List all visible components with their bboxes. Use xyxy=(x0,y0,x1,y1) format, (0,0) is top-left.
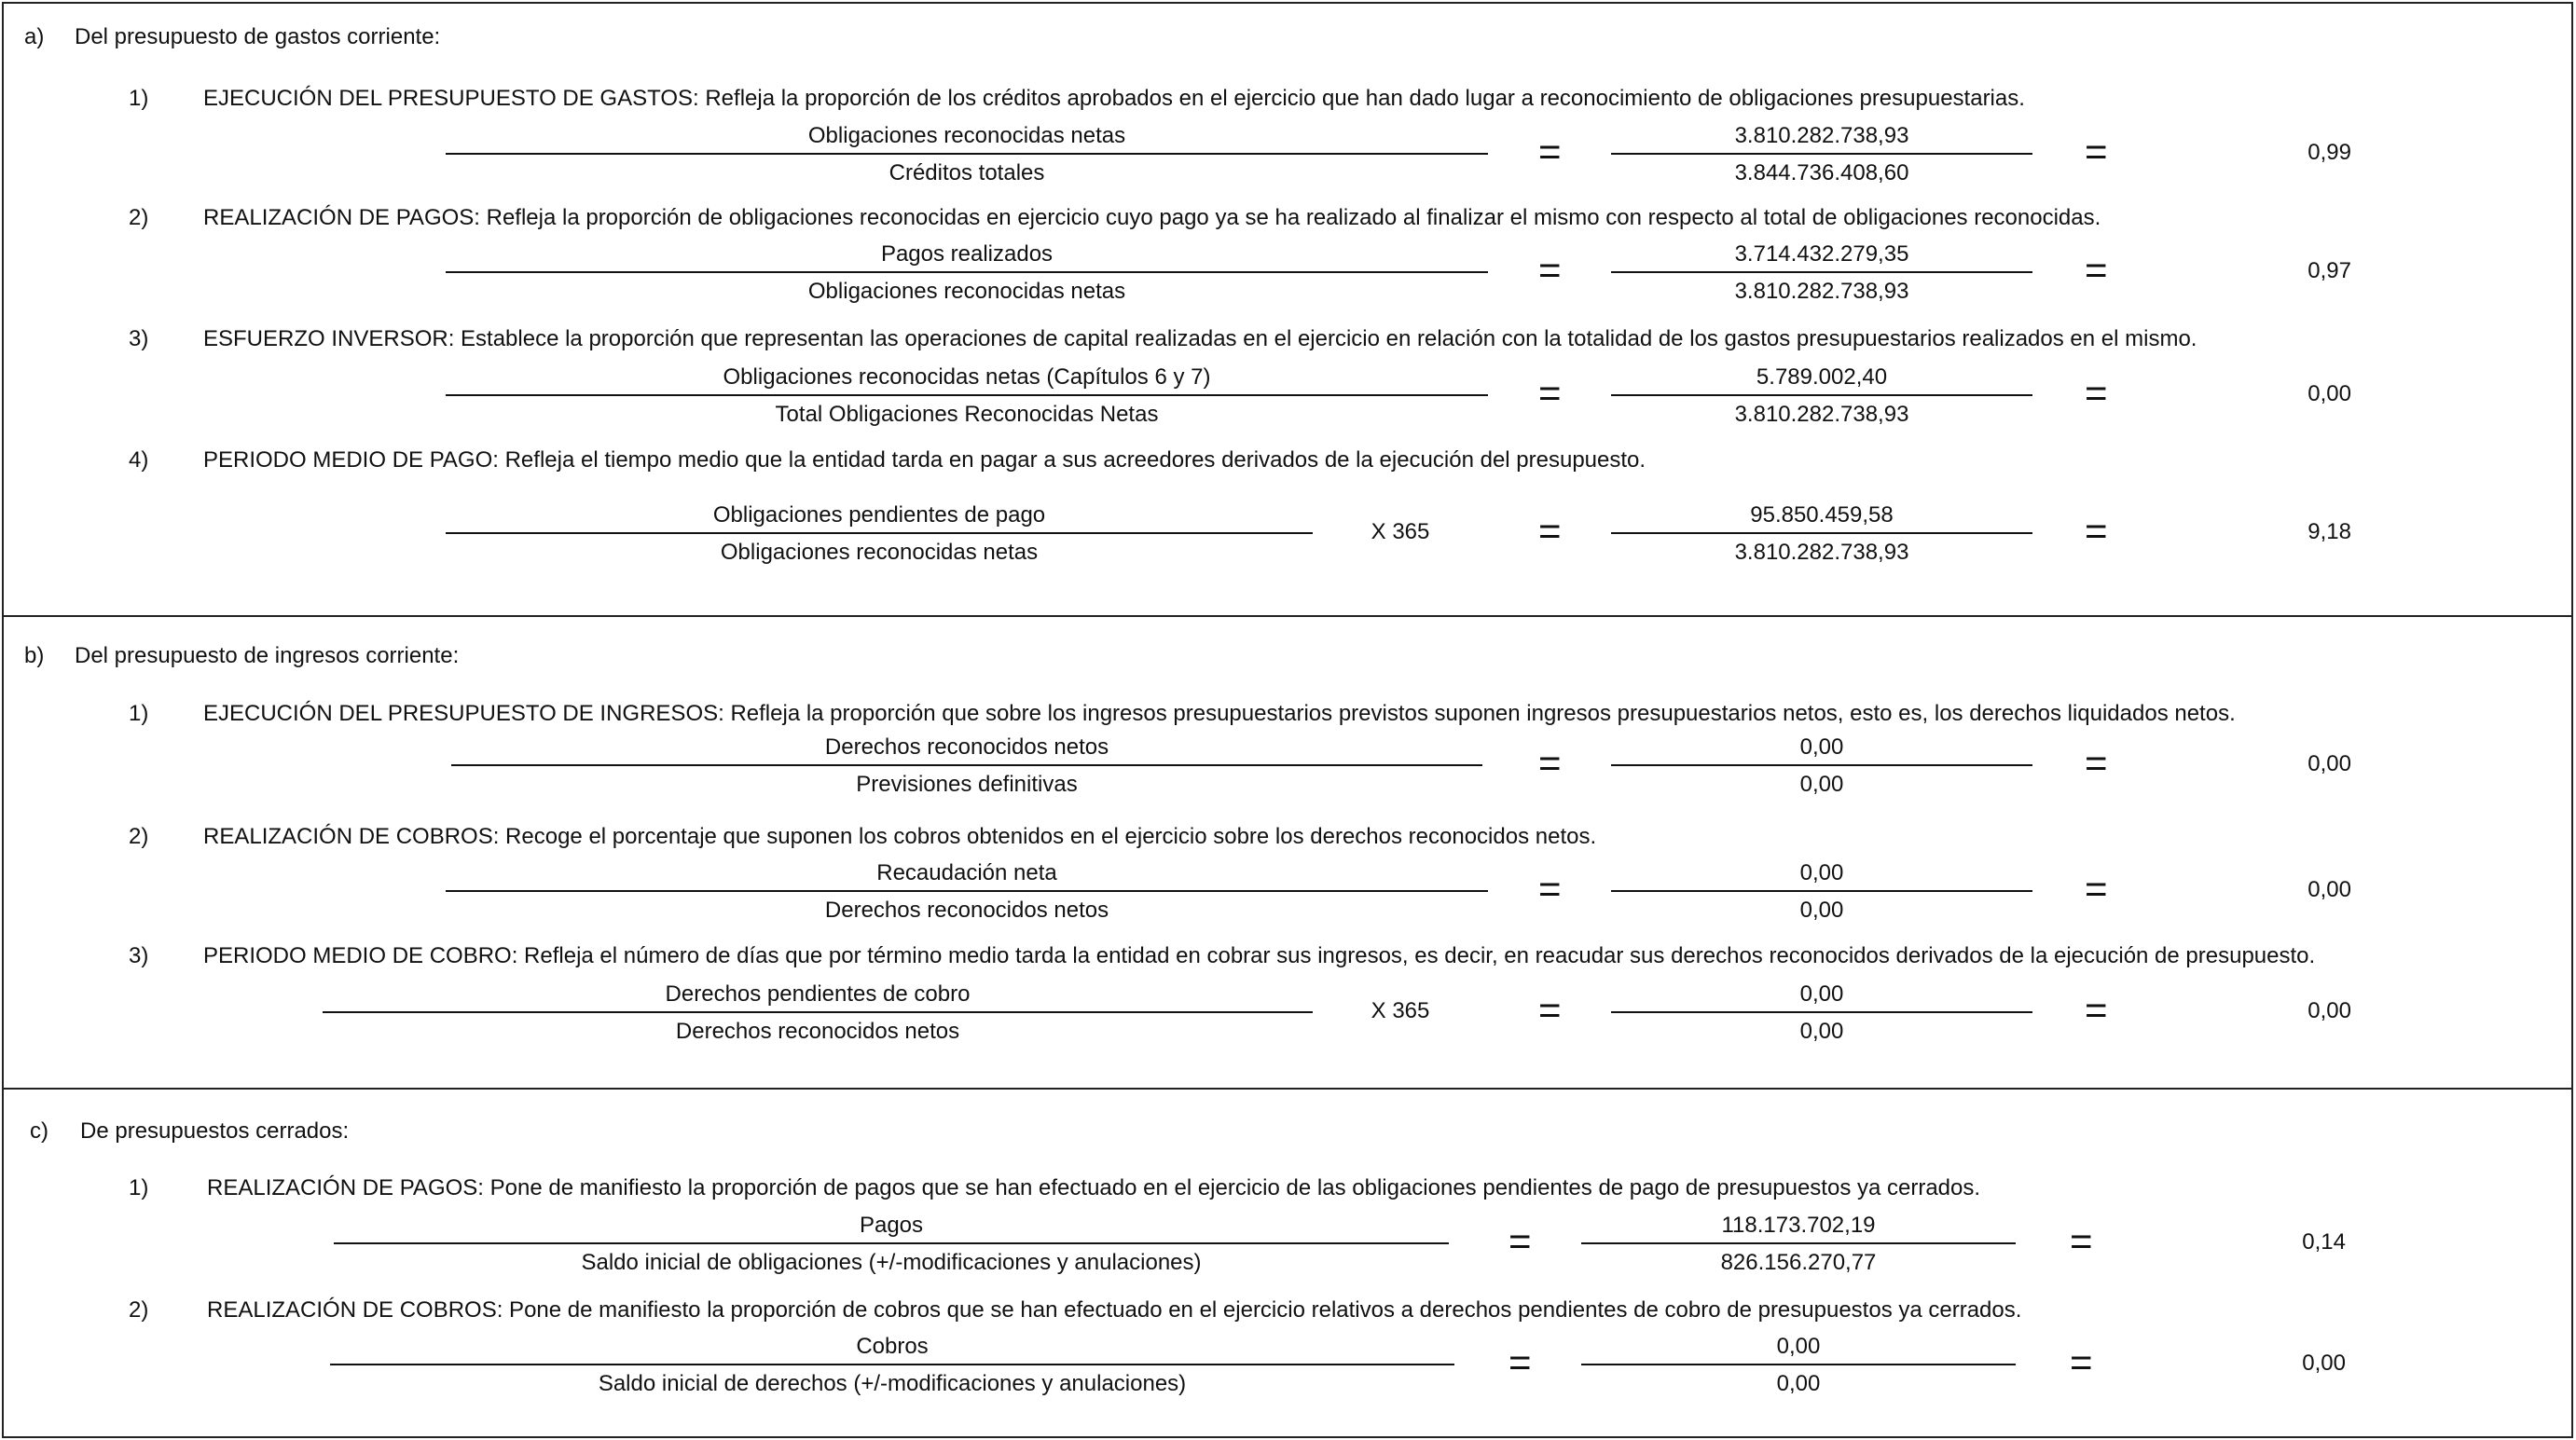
section-letter: a) xyxy=(24,24,45,49)
numerator-label: Obligaciones reconocidas netas (Capítulos 6 y 7) xyxy=(723,364,1211,390)
denominator-label: Derechos reconocidos netos xyxy=(675,1019,960,1044)
item-number: 2) xyxy=(129,824,149,849)
denominator-value: 3.844.736.408,60 xyxy=(1734,160,1909,185)
denominator-value: 3.810.282.738,93 xyxy=(1734,402,1909,427)
numerator-label: Recaudación neta xyxy=(876,860,1057,885)
numerator-value: 5.789.002,40 xyxy=(1756,364,1888,390)
denominator-value: 826.156.270,77 xyxy=(1720,1250,1877,1275)
equals-sign: = xyxy=(2085,248,2108,292)
equals-sign: = xyxy=(1508,1340,1532,1384)
fraction-bar-values xyxy=(1611,890,2032,892)
item-description: ESFUERZO INVERSOR: Establece la proporción que representan las operaciones de capital realizadas en el ejercicio en relación con la totalidad de los gastos presupuestarios realizados en el mismo. xyxy=(203,326,2197,351)
result-value: 0,14 xyxy=(2302,1229,2346,1255)
section-title: Del presupuesto de gastos corriente: xyxy=(75,24,441,49)
multiplier-label: X 365 xyxy=(1371,519,1430,544)
fraction-bar-labels xyxy=(446,890,1488,892)
item-description: EJECUCIÓN DEL PRESUPUESTO DE INGRESOS: Refleja la proporción que sobre los ingresos presupuestarios previstos suponen ingresos presupuestarios netos, esto es, los derechos liquidados netos. xyxy=(203,701,2236,726)
item-description: REALIZACIÓN DE COBROS: Recoge el porcentaje que suponen los cobros obtenidos en el ejercicio sobre los derechos reconocidos netos. xyxy=(203,824,1597,849)
item-number: 4) xyxy=(129,447,149,473)
equals-sign: = xyxy=(1538,988,1562,1032)
equals-sign: = xyxy=(1538,867,1562,911)
denominator-value: 0,00 xyxy=(1799,898,1844,923)
denominator-label: Obligaciones reconocidas netas xyxy=(720,540,1039,565)
denominator-label: Total Obligaciones Reconocidas Netas xyxy=(775,402,1159,427)
equals-sign: = xyxy=(2085,741,2108,785)
equals-sign: = xyxy=(1538,741,1562,785)
numerator-label: Cobros xyxy=(856,1334,929,1359)
fraction-bar-labels xyxy=(330,1364,1454,1365)
numerator-label: Derechos reconocidos netos xyxy=(824,734,1109,760)
fraction-bar-labels xyxy=(334,1242,1449,1244)
denominator-label: Créditos totales xyxy=(889,160,1045,185)
denominator-label: Previsiones definitivas xyxy=(856,772,1078,797)
numerator-label: Pagos xyxy=(859,1213,924,1238)
fraction-bar-labels xyxy=(446,153,1488,155)
fraction-bar-values xyxy=(1611,1011,2032,1013)
multiplier-label: X 365 xyxy=(1371,998,1430,1023)
numerator-value: 95.850.459,58 xyxy=(1750,502,1894,528)
result-value: 0,00 xyxy=(2307,381,2351,406)
equals-sign: = xyxy=(1538,509,1562,553)
fraction-bar-values xyxy=(1581,1242,2016,1244)
equals-sign: = xyxy=(1538,371,1562,415)
item-number: 3) xyxy=(129,326,149,351)
denominator-value: 0,00 xyxy=(1776,1371,1821,1396)
equals-sign: = xyxy=(2085,130,2108,173)
result-value: 0,99 xyxy=(2307,140,2351,165)
result-value: 0,00 xyxy=(2302,1351,2346,1376)
denominator-label: Saldo inicial de derechos (+/-modificaciones y anulaciones) xyxy=(598,1371,1187,1396)
section-letter: c) xyxy=(30,1118,48,1144)
result-value: 0,00 xyxy=(2307,751,2351,776)
item-description: REALIZACIÓN DE COBROS: Pone de manifiesto la proporción de cobros que se han efectuado en el ejercicio relativos a derechos pendientes de cobro de presupuestos ya cerrados. xyxy=(207,1297,2022,1323)
equals-sign: = xyxy=(1538,248,1562,292)
numerator-value: 3.810.282.738,93 xyxy=(1734,123,1909,148)
fraction-bar-labels xyxy=(446,532,1313,534)
fraction-bar-values xyxy=(1611,764,2032,766)
item-number: 1) xyxy=(129,86,149,111)
numerator-value: 0,00 xyxy=(1799,734,1844,760)
denominator-value: 0,00 xyxy=(1799,772,1844,797)
section-letter: b) xyxy=(24,643,45,668)
fraction-bar-labels xyxy=(446,271,1488,273)
fraction-bar-labels xyxy=(446,394,1488,396)
item-description: EJECUCIÓN DEL PRESUPUESTO DE GASTOS: Refleja la proporción de los créditos aprobados en el ejercicio que han dado lugar a reconocimiento de obligaciones presupuestarias. xyxy=(203,86,2025,111)
numerator-label: Pagos realizados xyxy=(880,241,1054,267)
section-title: Del presupuesto de ingresos corriente: xyxy=(75,643,460,668)
item-number: 1) xyxy=(129,701,149,726)
numerator-label: Derechos pendientes de cobro xyxy=(665,981,971,1007)
denominator-value: 0,00 xyxy=(1799,1019,1844,1044)
equals-sign: = xyxy=(1508,1219,1532,1263)
fraction-bar-values xyxy=(1611,394,2032,396)
item-number: 2) xyxy=(129,205,149,230)
numerator-value: 0,00 xyxy=(1799,981,1844,1007)
fraction-bar-values xyxy=(1611,153,2032,155)
equals-sign: = xyxy=(2085,509,2108,553)
fraction-bar-values xyxy=(1611,532,2032,534)
numerator-value: 0,00 xyxy=(1776,1334,1821,1359)
fraction-bar-values xyxy=(1581,1364,2016,1365)
numerator-value: 0,00 xyxy=(1799,860,1844,885)
item-description: PERIODO MEDIO DE PAGO: Refleja el tiempo medio que la entidad tarda en pagar a sus acreedores derivados de la ejecución del presupuesto. xyxy=(203,447,1646,473)
denominator-value: 3.810.282.738,93 xyxy=(1734,540,1909,565)
item-number: 2) xyxy=(129,1297,149,1323)
numerator-label: Obligaciones reconocidas netas xyxy=(807,123,1126,148)
equals-sign: = xyxy=(2085,867,2108,911)
item-description: PERIODO MEDIO DE COBRO: Refleja el número de días que por término medio tarda la entidad en cobrar sus ingresos, es decir, en reacudar sus derechos reconocidos derivados de la ejecución de presupuesto. xyxy=(203,943,2316,968)
item-number: 1) xyxy=(129,1175,149,1200)
item-description: REALIZACIÓN DE PAGOS: Refleja la proporción de obligaciones reconocidas en ejercicio cuyo pago ya se ha realizado al finalizar el mismo con respecto al total de obligaciones reconocidas. xyxy=(203,205,2101,230)
numerator-label: Obligaciones pendientes de pago xyxy=(712,502,1046,528)
item-number: 3) xyxy=(129,943,149,968)
result-value: 0,00 xyxy=(2307,877,2351,902)
numerator-value: 3.714.432.279,35 xyxy=(1734,241,1909,267)
equals-sign: = xyxy=(2070,1340,2093,1384)
denominator-label: Obligaciones reconocidas netas xyxy=(807,279,1126,304)
fraction-bar-labels xyxy=(323,1011,1313,1013)
denominator-label: Derechos reconocidos netos xyxy=(824,898,1109,923)
fraction-bar-labels xyxy=(451,764,1482,766)
equals-sign: = xyxy=(1538,130,1562,173)
equals-sign: = xyxy=(2070,1219,2093,1263)
fraction-bar-values xyxy=(1611,271,2032,273)
equals-sign: = xyxy=(2085,371,2108,415)
denominator-label: Saldo inicial de obligaciones (+/-modificaciones y anulaciones) xyxy=(581,1250,1202,1275)
result-value: 9,18 xyxy=(2307,519,2351,544)
numerator-value: 118.173.702,19 xyxy=(1721,1213,1876,1238)
section-title: De presupuestos cerrados: xyxy=(80,1118,350,1144)
denominator-value: 3.810.282.738,93 xyxy=(1734,279,1909,304)
result-value: 0,97 xyxy=(2307,258,2351,283)
item-description: REALIZACIÓN DE PAGOS: Pone de manifiesto la proporción de pagos que se han efectuado en el ejercicio de las obligaciones pendientes de pago de presupuestos ya cerrados. xyxy=(207,1175,1981,1200)
result-value: 0,00 xyxy=(2307,998,2351,1023)
equals-sign: = xyxy=(2085,988,2108,1032)
